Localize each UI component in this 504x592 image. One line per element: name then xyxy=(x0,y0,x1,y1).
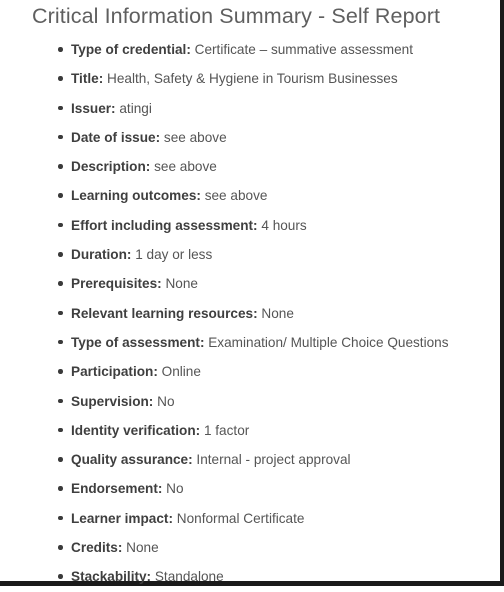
item-label: Learning outcomes: xyxy=(71,188,201,204)
bullet-icon xyxy=(58,486,63,491)
list-item-stackability xyxy=(0,562,449,591)
item-label: Identity verification: xyxy=(71,422,201,438)
item-value: None xyxy=(257,305,294,321)
item-value: 4 hours xyxy=(257,217,307,233)
list-item-type-of-assessment xyxy=(0,328,449,357)
list-item-endorsement xyxy=(0,474,449,503)
bullet-icon xyxy=(58,340,63,345)
item-label: Participation: xyxy=(71,364,158,380)
bullet-icon xyxy=(58,311,63,316)
bullet-icon xyxy=(58,106,63,111)
list-item-effort xyxy=(0,211,449,240)
list-item-duration xyxy=(0,240,449,269)
list-item-participation xyxy=(0,357,449,386)
item-label: Type of assessment: xyxy=(71,334,205,350)
item-value: Internal - project approval xyxy=(192,452,351,468)
bullet-icon xyxy=(58,457,63,462)
page-title: Critical Information Summary - Self Report xyxy=(32,4,441,28)
item-label: Title: xyxy=(71,71,104,87)
summary-list xyxy=(0,35,449,592)
item-label: Description: xyxy=(71,159,151,175)
item-label: Stackability: xyxy=(71,569,152,585)
item-label: Date of issue: xyxy=(71,129,161,145)
item-value: atingi xyxy=(115,100,152,116)
item-value: see above xyxy=(150,159,217,175)
bullet-icon xyxy=(58,164,63,169)
item-label: Prerequisites: xyxy=(71,276,162,292)
item-label: Effort including assessment: xyxy=(71,217,258,233)
item-value: None xyxy=(122,540,159,556)
bullet-icon xyxy=(58,76,63,81)
item-value: 1 day or less xyxy=(131,247,213,263)
bullet-icon xyxy=(58,252,63,257)
item-value: see above xyxy=(200,188,268,204)
bullet-icon xyxy=(58,574,63,579)
bullet-icon xyxy=(58,223,63,228)
item-value: None xyxy=(161,276,198,292)
bullet-icon xyxy=(58,369,63,374)
list-item-credits xyxy=(0,533,449,562)
item-value: 1 factor xyxy=(200,422,250,438)
list-item-learning-resources xyxy=(0,299,449,328)
list-item-title xyxy=(0,64,449,93)
item-value: Examination/ Multiple Choice Questions xyxy=(204,334,449,350)
bullet-icon xyxy=(58,516,63,521)
item-label: Issuer: xyxy=(71,100,116,116)
bullet-icon xyxy=(58,135,63,140)
item-value: No xyxy=(153,393,175,409)
list-item-quality-assurance xyxy=(0,445,449,474)
bullet-icon xyxy=(58,428,63,433)
bullet-icon xyxy=(58,545,63,550)
item-label: Quality assurance: xyxy=(71,452,193,468)
bullet-icon xyxy=(58,399,63,404)
list-item-supervision xyxy=(0,387,449,416)
item-value: No xyxy=(162,481,184,497)
item-value: Online xyxy=(157,364,201,380)
item-label: Duration: xyxy=(71,247,132,263)
list-item-prerequisites xyxy=(0,269,449,298)
list-item-description xyxy=(0,152,449,181)
item-value: see above xyxy=(160,129,227,145)
item-label: Endorsement: xyxy=(71,481,163,497)
item-label: Type of credential: xyxy=(71,42,191,57)
list-item-date-of-issue xyxy=(0,123,449,152)
list-item-learning-outcomes xyxy=(0,181,449,210)
item-label: Relevant learning resources: xyxy=(71,305,258,321)
bullet-icon xyxy=(58,281,63,286)
list-item-issuer xyxy=(0,94,449,123)
item-label: Credits: xyxy=(71,540,123,556)
item-value: Health, Safety & Hygiene in Tourism Businesses xyxy=(103,71,398,87)
list-item-type-of-credential xyxy=(0,35,449,64)
item-value: Certificate – summative assessment xyxy=(190,42,413,57)
item-label: Supervision: xyxy=(71,393,154,409)
bullet-icon xyxy=(58,47,63,52)
list-item-identity-verification xyxy=(0,416,449,445)
item-value: Nonformal Certificate xyxy=(173,510,305,526)
list-item-learner-impact xyxy=(0,504,449,533)
item-value: Standalone xyxy=(151,569,224,585)
bullet-icon xyxy=(58,193,63,198)
item-label: Learner impact: xyxy=(71,510,173,526)
